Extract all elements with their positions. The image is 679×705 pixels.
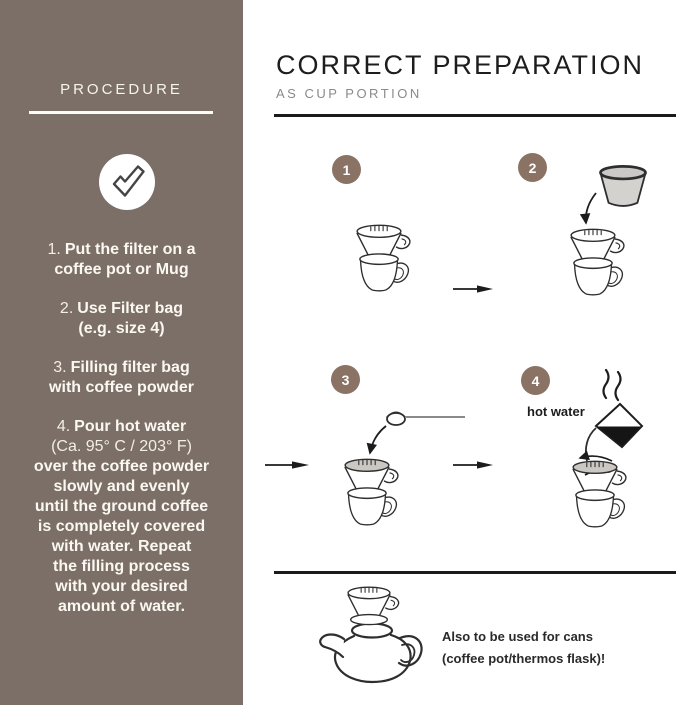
procedure-step-2 bbox=[0, 299, 243, 339]
step-number: 3. bbox=[53, 359, 67, 376]
spoon-coffee-into-dripper-illustration bbox=[330, 404, 470, 538]
step-text: Filling filter bag bbox=[70, 359, 190, 376]
step-1-badge: 1 bbox=[332, 155, 361, 184]
curved-arrow-down-icon bbox=[370, 426, 386, 453]
footer-note bbox=[442, 626, 605, 670]
procedure-heading: PROCEDURE bbox=[60, 81, 183, 98]
stir-arrow-icon bbox=[580, 456, 612, 461]
step-text: coffee pot or Mug bbox=[54, 261, 189, 278]
step-text: over the coffee powder bbox=[33, 458, 210, 475]
filter-bag-into-dripper-illustration bbox=[550, 162, 666, 308]
step-3-badge: 3 bbox=[331, 365, 360, 394]
footer-note-line: (coffee pot/thermos flask)! bbox=[442, 651, 606, 666]
header-divider bbox=[274, 114, 676, 117]
step-4-badge: 4 bbox=[521, 366, 550, 395]
step-text-light: (Ca. 95° C / 203° F) bbox=[51, 438, 192, 455]
page-subtitle: AS CUP PORTION bbox=[276, 86, 422, 101]
step-text: amount of water. bbox=[57, 598, 186, 615]
hot-water-label: hot water bbox=[527, 404, 585, 419]
step-text: slowly and evenly bbox=[53, 478, 190, 495]
step-number: 4. bbox=[56, 418, 71, 435]
procedure-step-1 bbox=[0, 240, 243, 280]
teapot-icon bbox=[320, 624, 421, 683]
step-text: the filling process bbox=[53, 558, 190, 575]
step-text: is completely covered bbox=[37, 518, 206, 535]
procedure-sidebar bbox=[0, 0, 243, 705]
step-text: (e.g. size 4) bbox=[78, 320, 165, 337]
pouring-hot-water-illustration bbox=[552, 362, 672, 540]
step-text: Use Filter bag bbox=[77, 300, 184, 317]
step-text: until the ground coffee bbox=[34, 498, 209, 515]
step-number: 1. bbox=[47, 241, 61, 258]
dripper-on-teapot-illustration bbox=[312, 582, 432, 686]
procedure-underline bbox=[29, 111, 213, 114]
step-2-badge: 2 bbox=[518, 153, 547, 182]
arrow-right-icon bbox=[452, 458, 494, 472]
step-number: 2. bbox=[59, 300, 74, 317]
dripper-on-mug-illustration bbox=[344, 222, 414, 302]
step-text: with your desired bbox=[55, 578, 188, 595]
procedure-step-4 bbox=[0, 417, 243, 617]
filter-bag-icon bbox=[601, 166, 646, 206]
procedure-step-3 bbox=[0, 358, 243, 398]
curved-arrow-down-icon bbox=[586, 193, 596, 223]
page-title: CORRECT PREPARATION bbox=[276, 50, 645, 80]
step-text: with coffee powder bbox=[49, 379, 194, 396]
footer-note-line: Also to be used for cans bbox=[442, 629, 593, 644]
procedure-steps bbox=[0, 240, 243, 636]
step-text: Pour hot water bbox=[74, 418, 187, 435]
step-text: Put the filter on a bbox=[64, 241, 196, 258]
spoon-bowl-icon bbox=[387, 413, 405, 425]
arrow-right-icon bbox=[452, 282, 494, 296]
steam-icon bbox=[604, 370, 621, 400]
check-icon bbox=[98, 153, 156, 211]
step-text: with water. Repeat bbox=[51, 538, 192, 555]
footer-divider bbox=[274, 571, 676, 574]
arrow-right-icon bbox=[264, 458, 310, 472]
